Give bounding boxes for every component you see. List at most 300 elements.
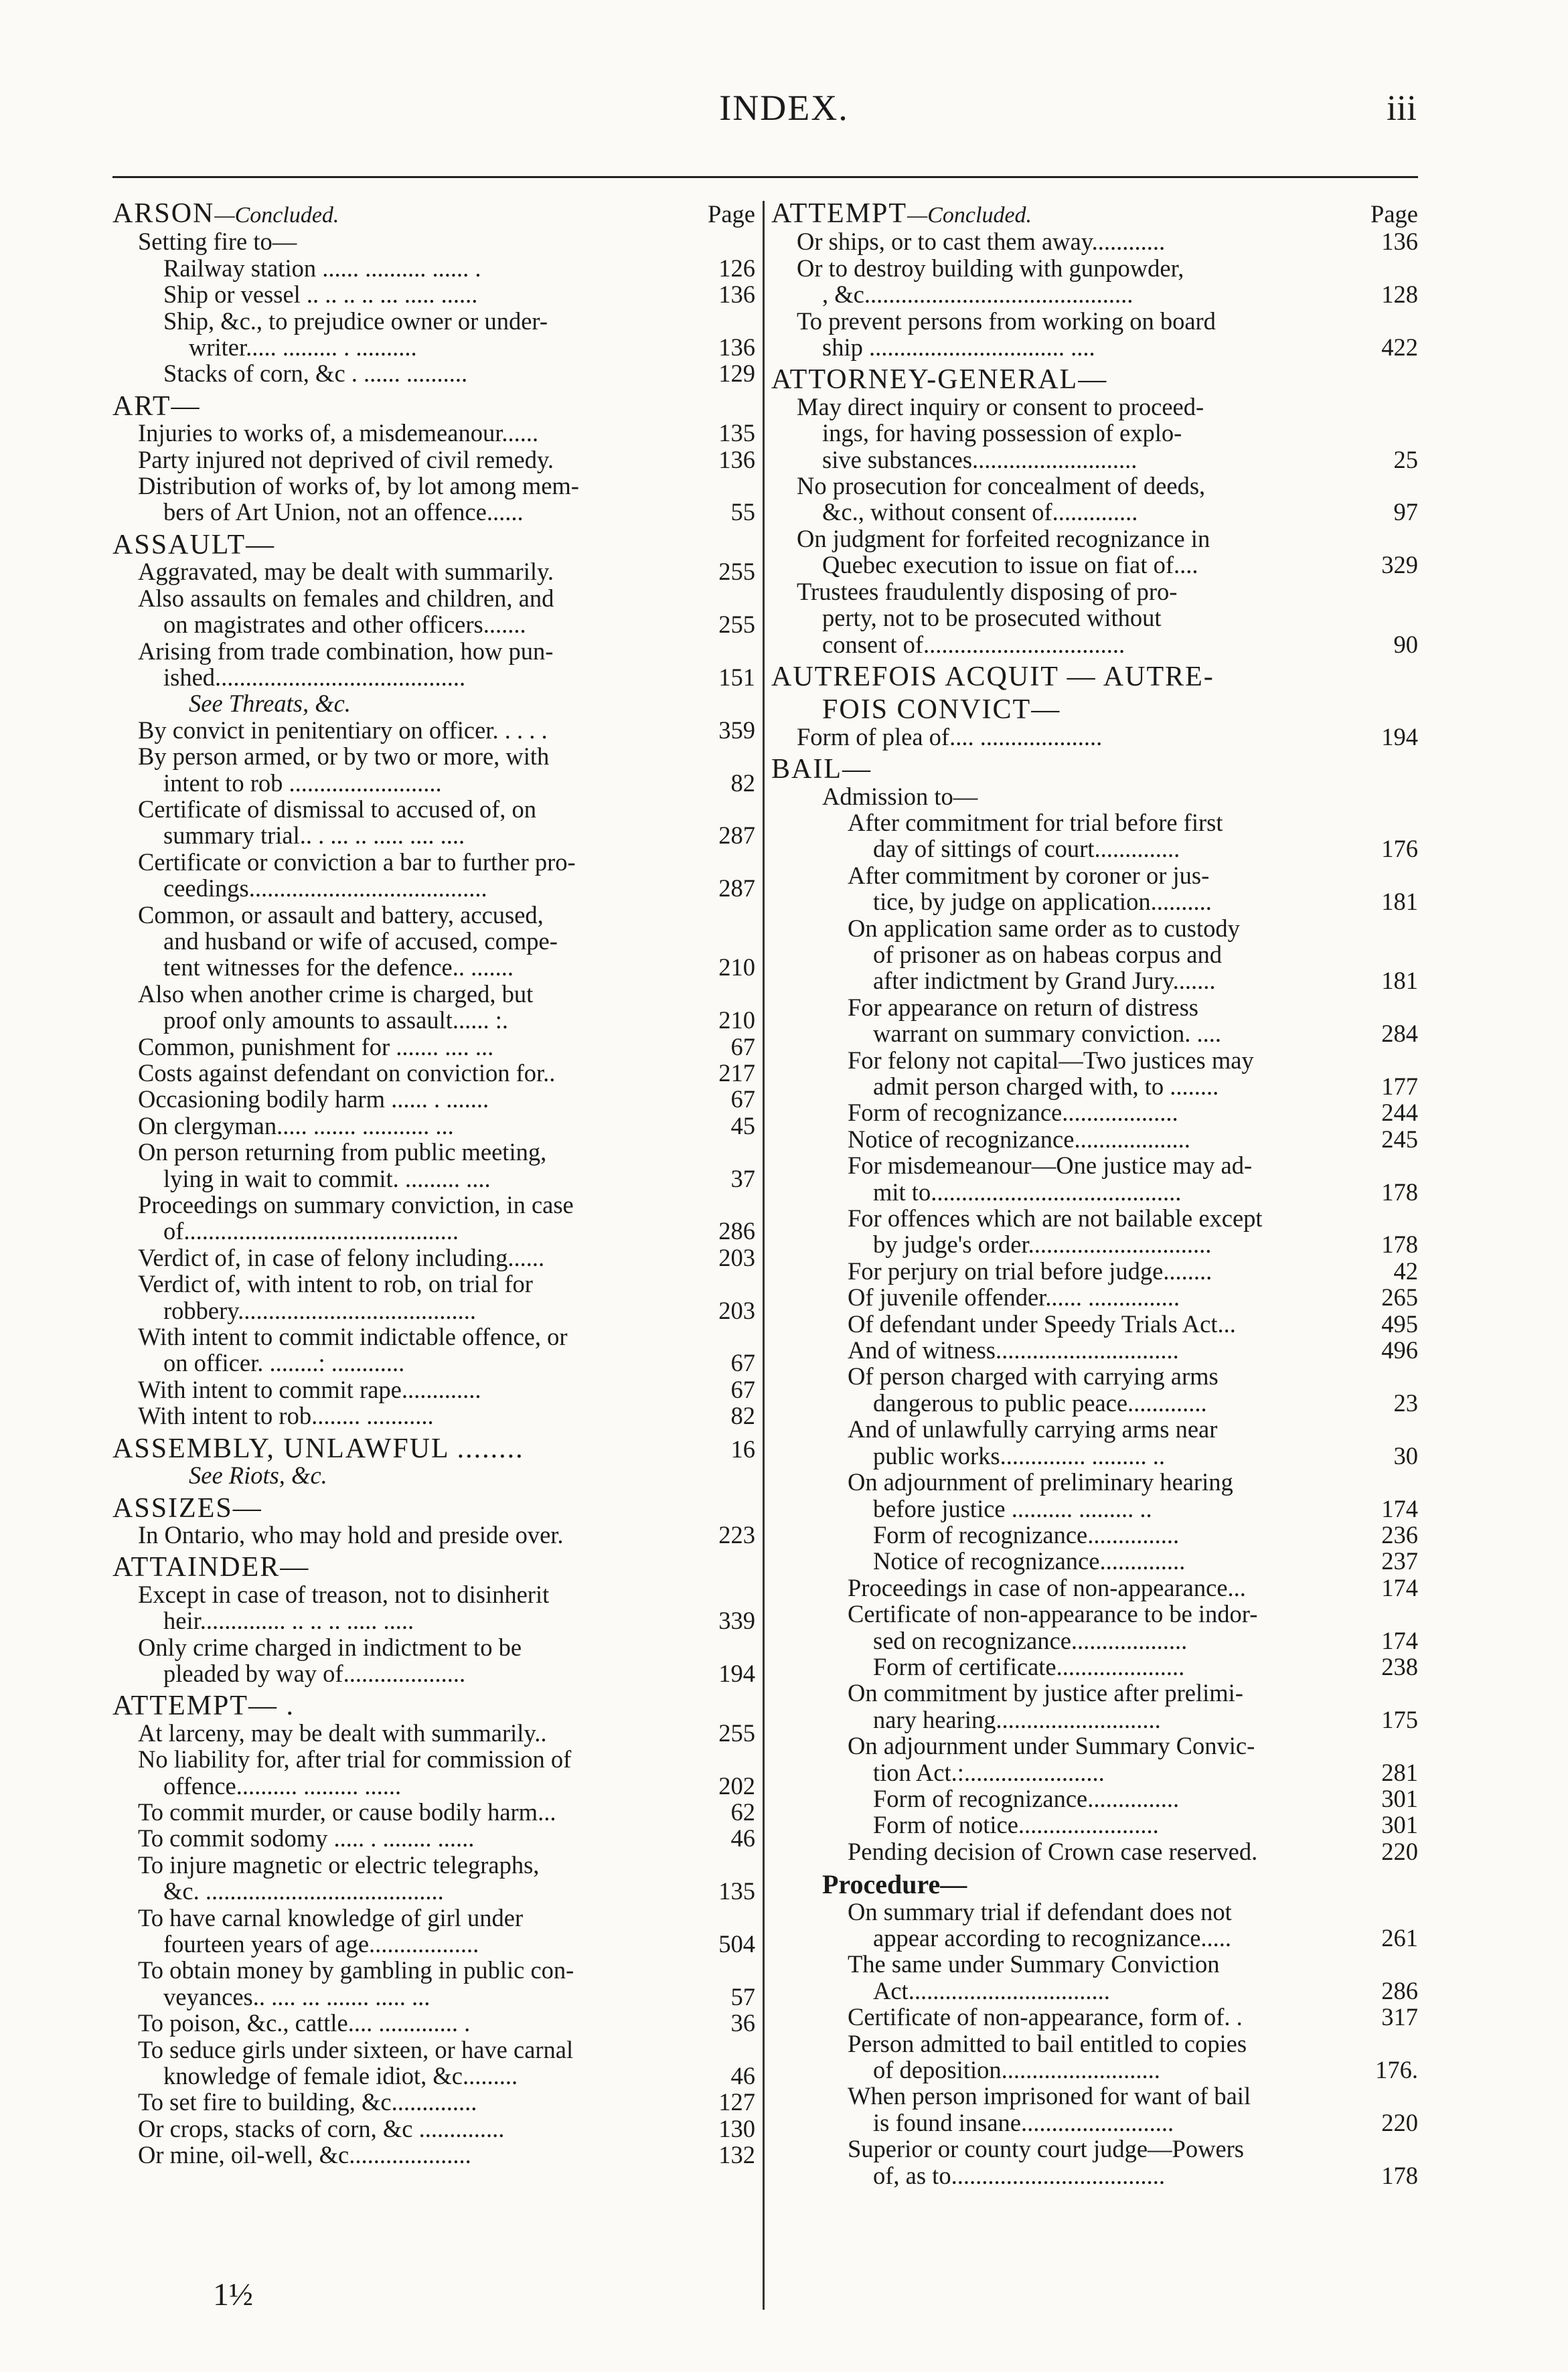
index-heading — [771, 364, 1418, 396]
page-ref: 203 — [718, 1243, 755, 1271]
page-ref: 46 — [730, 2062, 755, 2090]
page-ref: 57 — [730, 1982, 755, 2010]
index-entry — [771, 1496, 1418, 1522]
index-heading — [112, 1690, 755, 1722]
entry-text: of............................................. — [163, 1217, 459, 1245]
index-entry — [771, 526, 1418, 552]
index-entry — [112, 1931, 755, 1957]
page-ref: 301 — [1381, 1784, 1418, 1812]
page-ref: 46 — [730, 1824, 755, 1852]
index-entry — [112, 1060, 755, 1086]
index-entry — [112, 1607, 755, 1634]
index-entry — [112, 611, 755, 637]
page-ref: 67 — [730, 1375, 755, 1403]
index-entry — [112, 1166, 755, 1192]
index-entry — [771, 1231, 1418, 1257]
entry-text: On person returning from public meeting, — [138, 1138, 547, 1166]
entry-text: &c., without consent of.............. — [822, 498, 1138, 526]
entry-text: Of person charged with carrying arms — [848, 1362, 1219, 1391]
entry-text: The same under Summary Conviction — [848, 1950, 1220, 1978]
index-entry — [771, 862, 1418, 888]
entry-text: fourteen years of age.................. — [163, 1930, 479, 1958]
index-entry — [771, 1047, 1418, 1073]
entry-text: To injure magnetic or electric telegraphs, — [138, 1850, 540, 1879]
entry-text: With intent to commit rape............. — [138, 1375, 481, 1403]
page-ref: 55 — [730, 498, 755, 526]
entry-text: Pending decision of Crown case reserved. — [848, 1837, 1258, 1865]
index-heading — [112, 390, 755, 422]
entry-text: is found insane......................... — [873, 2108, 1174, 2136]
entry-text: sed on recognizance................... — [873, 1626, 1188, 1654]
index-entry — [112, 1007, 755, 1033]
index-entry — [771, 1152, 1418, 1178]
entry-text: Costs against defendant on conviction for.. — [138, 1059, 556, 1087]
page-ref: 175 — [1381, 1705, 1418, 1733]
index-entry — [771, 1443, 1418, 1469]
index-entry — [771, 1812, 1418, 1838]
page-ref: 496 — [1381, 1336, 1418, 1364]
index-entry — [771, 499, 1418, 525]
index-entry — [112, 1957, 755, 1983]
page-ref: 286 — [1381, 1976, 1418, 2004]
entry-text: To obtain money by gambling in public con- — [138, 1956, 574, 1984]
page-ref: 128 — [1381, 281, 1418, 309]
index-entry — [112, 849, 755, 875]
index-entry — [112, 1376, 755, 1403]
entry-text: ished......................................... — [163, 663, 466, 691]
index-entry — [771, 605, 1418, 631]
index-entry — [771, 447, 1418, 473]
entry-text: Setting fire to— — [138, 228, 297, 256]
entry-text: On summary trial if defendant does not — [848, 1897, 1232, 1925]
page-ref: 130 — [718, 2114, 755, 2142]
index-entry — [112, 1984, 755, 2010]
index-entry — [771, 783, 1418, 809]
index-entry — [771, 2162, 1418, 2189]
entry-text: of prisoner as on habeas corpus and — [873, 940, 1222, 968]
page-ref: 16 — [730, 1435, 755, 1463]
page-ref: 127 — [718, 2088, 755, 2116]
index-entry — [112, 1271, 755, 1297]
page-ref: 265 — [1381, 1283, 1418, 1312]
index-heading — [771, 754, 1418, 785]
index-entry — [771, 888, 1418, 915]
entry-text: Trustees fraudulently disposing of pro- — [797, 577, 1178, 605]
index-entry — [771, 420, 1418, 446]
index-entry — [112, 1139, 755, 1165]
entry-text: On adjournment under Summary Convic- — [848, 1732, 1255, 1760]
page-ref: 286 — [718, 1217, 755, 1245]
entry-text: Stacks of corn, &c . ...... .......... — [163, 360, 468, 388]
entry-text: Certificate of dismissal to accused of, on — [138, 795, 536, 823]
concluded-note: —Concluded. — [907, 203, 1032, 228]
entry-text: on magistrates and other officers....... — [163, 611, 526, 639]
entry-text: After commitment for trial before first — [848, 808, 1223, 836]
entry-text: Or crops, stacks of corn, &c .............. — [138, 2114, 505, 2142]
index-entry — [771, 994, 1418, 1020]
index-entry — [112, 420, 755, 446]
entry-text: Certificate of non-appearance, form of. . — [848, 2003, 1243, 2031]
index-entry — [112, 690, 755, 716]
page-ref: 244 — [1381, 1099, 1418, 1127]
page-ref: 178 — [1381, 1231, 1418, 1259]
entry-text: Notice of recognizance................... — [848, 1125, 1190, 1153]
entry-text: AUTREFOIS ACQUIT — AUTRE- — [771, 661, 1214, 692]
entry-text: By convict in penitentiary on officer. . . . . — [138, 716, 548, 744]
index-entry — [771, 578, 1418, 605]
index-entry — [771, 1311, 1418, 1337]
entry-text: Also when another crime is charged, but — [138, 979, 534, 1008]
heading-gap — [112, 387, 755, 394]
index-entry — [771, 1601, 1418, 1627]
page-ref: 287 — [718, 821, 755, 850]
index-entry — [771, 1978, 1418, 2004]
entry-text: To commit murder, or cause bodily harm... — [138, 1798, 556, 1826]
entry-text: For felony not capital—Two justices may — [848, 1046, 1254, 1074]
index-entry — [771, 1786, 1418, 1812]
index-entry — [112, 1852, 755, 1878]
index-entry — [112, 822, 755, 848]
entry-text: And of witness.............................. — [848, 1336, 1179, 1364]
index-entry — [112, 281, 755, 307]
index-entry — [112, 664, 755, 690]
entry-text: Certificate of non-appearance to be indor- — [848, 1600, 1258, 1628]
entry-text: ship ................................ .... — [822, 333, 1095, 362]
index-heading — [112, 1552, 755, 1583]
page-ref: 178 — [1381, 2161, 1418, 2189]
entry-text: Arising from trade combination, how pun- — [138, 637, 554, 665]
page-ref: 236 — [1381, 1520, 1418, 1549]
index-entry — [771, 1575, 1418, 1601]
entry-text: To poison, &c., cattle.... ............. . — [138, 2009, 471, 2037]
index-entry — [112, 1086, 755, 1112]
entry-text: ceedings....................................... — [163, 874, 487, 902]
entry-text: By person armed, or by two or more, with — [138, 742, 550, 771]
entry-text: For offences which are not bailable except — [848, 1204, 1263, 1233]
page-ref: 177 — [1381, 1073, 1418, 1100]
index-entry — [771, 1020, 1418, 1046]
left-column — [112, 198, 755, 2169]
index-entry — [771, 1899, 1418, 1925]
entry-text: dangerous to public peace............. — [873, 1389, 1207, 1417]
page-ref: 238 — [1381, 1652, 1418, 1680]
page-ref: 194 — [718, 1659, 755, 1687]
index-entry — [771, 915, 1418, 941]
index-heading — [112, 198, 755, 229]
page-ref: 67 — [730, 1085, 755, 1113]
entry-text: Superior or county court judge—Powers — [848, 2135, 1245, 2163]
index-entry — [112, 2063, 755, 2089]
entry-text: May direct inquiry or consent to proceed- — [797, 392, 1204, 420]
page-ref: 151 — [718, 663, 755, 691]
entry-text: See Riots, &c. — [189, 1461, 327, 1490]
column-divider — [763, 201, 765, 2310]
index-entry — [112, 255, 755, 281]
entry-text: ATTEMPT— . — [112, 1690, 295, 1722]
entry-text: Distribution of works of, by lot among mem- — [138, 472, 579, 500]
page-ref: 62 — [730, 1798, 755, 1826]
entry-text: before justice .......... ......... .. — [873, 1494, 1152, 1522]
index-entry — [112, 2142, 755, 2168]
index-heading — [771, 198, 1418, 229]
index-entry — [112, 796, 755, 822]
index-entry — [112, 1462, 755, 1488]
index-entry — [771, 1707, 1418, 1733]
entry-text: Or ships, or to cast them away............ — [797, 228, 1166, 256]
entry-text: offence.......... ......... ...... — [163, 1771, 402, 1800]
entry-text: Party injured not deprived of civil remedy. — [138, 445, 554, 473]
entry-text: perty, not to be prosecuted without — [822, 604, 1162, 632]
index-entry — [112, 1878, 755, 1904]
page-ref: 67 — [730, 1349, 755, 1377]
page-ref: Page — [1370, 200, 1418, 228]
entry-text: warrant on summary conviction. .... — [873, 1020, 1222, 1048]
entry-text: and husband or wife of accused, compe- — [163, 927, 558, 955]
page-ref: 359 — [718, 716, 755, 744]
entry-text: sive substances........................... — [822, 445, 1138, 473]
page-ref: 255 — [718, 611, 755, 639]
index-entry — [112, 1297, 755, 1324]
index-entry — [771, 941, 1418, 967]
index-entry — [112, 585, 755, 611]
entry-text: knowledge of female idiot, &c......... — [163, 2062, 518, 2090]
page-ref: 422 — [1381, 333, 1418, 362]
entry-text: To prevent persons from working on board — [797, 307, 1216, 335]
page-ref: 255 — [718, 558, 755, 586]
index-entry — [771, 1099, 1418, 1125]
index-entry — [771, 1951, 1418, 1977]
entry-text: Notice of recognizance.............. — [873, 1547, 1186, 1575]
page-ref: 176. — [1375, 2056, 1418, 2084]
header-rule — [112, 176, 1418, 178]
index-entry — [771, 967, 1418, 994]
index-entry — [771, 2136, 1418, 2162]
page-ref: 210 — [718, 1006, 755, 1034]
index-entry — [771, 1469, 1418, 1495]
index-entry — [771, 1416, 1418, 1442]
page-ref: 174 — [1381, 1626, 1418, 1654]
entry-text: Proceedings in case of non-appearance... — [848, 1573, 1246, 1601]
index-entry — [771, 1680, 1418, 1706]
index-entry — [771, 1390, 1418, 1416]
entry-text: ATTEMPT — [771, 198, 907, 229]
entry-text: See Threats, &c. — [189, 690, 351, 718]
page-ref: 174 — [1381, 1573, 1418, 1601]
index-entry — [112, 1113, 755, 1139]
entry-text: To have carnal knowledge of girl under — [138, 1903, 524, 1931]
index-entry — [112, 954, 755, 980]
entry-text: robbery....................................... — [163, 1296, 477, 1324]
index-entry — [771, 1284, 1418, 1310]
page-title: INDEX. — [719, 88, 849, 128]
entry-text: On judgment for forfeited recognizance in — [797, 524, 1210, 552]
entry-text: appear according to recognizance..... — [873, 1924, 1232, 1952]
entry-text: by judge's order.............................. — [873, 1231, 1212, 1259]
page-ref: 45 — [730, 1111, 755, 1139]
entry-text: Form of plea of.... .................... — [797, 722, 1103, 750]
index-entry — [112, 308, 755, 334]
entry-text: ASSEMBLY, UNLAWFUL ........ — [112, 1433, 524, 1464]
entry-text: ATTORNEY-GENERAL— — [771, 364, 1108, 396]
index-entry — [112, 1634, 755, 1660]
page-ref: 135 — [718, 1877, 755, 1905]
index-entry — [771, 1925, 1418, 1951]
index-entry — [771, 724, 1418, 750]
entry-text: ASSIZES— — [112, 1492, 262, 1524]
page-ref: 220 — [1381, 2108, 1418, 2136]
index-entry — [112, 1746, 755, 1772]
entry-text: For appearance on return of distress — [848, 993, 1198, 1021]
entry-text: ASSAULT— — [112, 529, 276, 560]
index-entry — [112, 717, 755, 743]
index-entry — [112, 638, 755, 664]
page-ref: 237 — [1381, 1547, 1418, 1575]
entry-text: For misdemeanour—One justice may ad- — [848, 1152, 1253, 1180]
entry-text: Occasioning bodily harm ...... . ....... — [138, 1085, 489, 1113]
entry-text: To seduce girls under sixteen, or have carnal — [138, 2035, 574, 2063]
index-entry — [112, 228, 755, 254]
entry-text: Verdict of, in case of felony including...... — [138, 1243, 545, 1271]
page-ref: 30 — [1393, 1441, 1418, 1470]
index-entry — [771, 1838, 1418, 1865]
entry-text: No prosecution for concealment of deeds, — [797, 472, 1206, 500]
index-entry — [112, 334, 755, 360]
index-heading — [112, 529, 755, 560]
entry-text: Or to destroy building with gunpowder, — [797, 254, 1184, 282]
index-entry — [771, 2057, 1418, 2083]
entry-text: writer..... ......... . .......... — [189, 333, 417, 362]
page-ref: 176 — [1381, 835, 1418, 863]
entry-text: To set fire to building, &c.............. — [138, 2088, 477, 2116]
page-ref: 281 — [1381, 1758, 1418, 1786]
entry-text: For perjury on trial before judge........ — [848, 1257, 1212, 1285]
entry-text: after indictment by Grand Jury....... — [873, 967, 1216, 995]
entry-text: nary hearing........................... — [873, 1705, 1161, 1733]
page-ref: 223 — [718, 1520, 755, 1549]
entry-text: mit to......................................... — [873, 1178, 1182, 1206]
index-entry — [112, 770, 755, 796]
entry-text: Ship, &c., to prejudice owner or under- — [163, 307, 548, 335]
right-column — [771, 198, 1418, 2189]
entry-text: Common, or assault and battery, accused, — [138, 900, 544, 929]
entry-text: tent witnesses for the defence.. ....... — [163, 953, 514, 981]
entry-text: Ship or vessel .. .. .. .. ... ..... ...... — [163, 281, 478, 309]
page-ref: 129 — [718, 360, 755, 388]
index-entry — [112, 902, 755, 928]
entry-text: After commitment by coroner or jus- — [848, 861, 1210, 889]
page-ref: 37 — [730, 1164, 755, 1192]
entry-text: ART— — [112, 390, 201, 422]
entry-text: ARSON — [112, 198, 215, 229]
index-entry — [771, 1363, 1418, 1389]
index-entry — [771, 281, 1418, 307]
page-ref: 181 — [1381, 967, 1418, 995]
index-entry — [112, 1324, 755, 1350]
page-ref: 504 — [718, 1930, 755, 1958]
index-entry — [771, 1337, 1418, 1363]
entry-text: And of unlawfully carrying arms near — [848, 1415, 1218, 1443]
index-heading — [112, 1433, 755, 1464]
page-ref: 317 — [1381, 2003, 1418, 2031]
entry-text: Procedure— — [822, 1869, 967, 1900]
index-entry — [771, 552, 1418, 578]
entry-text: Proceedings on summary conviction, in case — [138, 1191, 574, 1219]
index-entry — [771, 809, 1418, 836]
entry-text: On commitment by justice after prelimi- — [848, 1679, 1243, 1707]
entry-text: &c. ....................................... — [163, 1877, 444, 1905]
index-entry — [112, 1660, 755, 1686]
entry-text: admit person charged with, to ........ — [873, 1073, 1219, 1100]
entry-text: With intent to commit indictable offence, or — [138, 1323, 568, 1351]
index-entry — [112, 1034, 755, 1060]
index-entry — [112, 1825, 755, 1851]
index-entry — [771, 1654, 1418, 1680]
entry-text: Of juvenile offender...... ............... — [848, 1283, 1180, 1312]
entry-text: Quebec execution to issue on fiat of.... — [822, 551, 1198, 579]
entry-text: Form of recognizance................... — [848, 1099, 1178, 1127]
entry-text: ATTAINDER— — [112, 1552, 310, 1583]
page-ref: 135 — [718, 419, 755, 447]
index-entry — [112, 1522, 755, 1548]
index-entry — [771, 2004, 1418, 2030]
entry-text: Form of recognizance............... — [873, 1520, 1180, 1549]
entry-text: With intent to rob........ ........... — [138, 1402, 434, 1430]
entry-text: On clergyman..... ....... ........... ... — [138, 1111, 454, 1139]
page-ref: 90 — [1393, 630, 1418, 658]
index-entry — [112, 1350, 755, 1376]
index-entry — [771, 255, 1418, 281]
entry-text: Railway station ...... .......... ...... . — [163, 254, 481, 282]
entry-text: Aggravated, may be dealt with summarily. — [138, 558, 554, 586]
entry-text: intent to rob ......................... — [163, 769, 442, 797]
entry-text: Or mine, oil-well, &c.................... — [138, 2141, 471, 2169]
index-entry — [112, 1581, 755, 1607]
index-entry — [112, 981, 755, 1007]
index-heading — [771, 661, 1418, 692]
entry-text: BAIL— — [771, 754, 872, 785]
index-entry — [771, 1522, 1418, 1548]
signature-mark: 1½ — [213, 2277, 253, 2312]
index-entry — [112, 1799, 755, 1825]
entry-text: of, as to................................... — [873, 2161, 1165, 2189]
page-ref: 202 — [718, 1771, 755, 1800]
index-entry — [112, 2037, 755, 2063]
entry-text: On application same order as to custody — [848, 914, 1240, 942]
page-ref: 255 — [718, 1719, 755, 1747]
index-entry — [771, 631, 1418, 657]
page-ref: 136 — [718, 445, 755, 473]
entry-text: on officer. ........: ............ — [163, 1349, 405, 1377]
entry-text: proof only amounts to assault...... :. — [163, 1006, 509, 1034]
index-entry — [112, 2116, 755, 2142]
entry-text: heir.............. .. .. .. ..... ..... — [163, 1607, 414, 1635]
index-entry — [771, 334, 1418, 360]
page-header — [0, 87, 1568, 134]
entry-text: Form of certificate..................... — [873, 1652, 1185, 1680]
index-entry — [771, 1759, 1418, 1786]
entry-text: Verdict of, with intent to rob, on trial for — [138, 1270, 533, 1298]
page-ref: 178 — [1381, 1178, 1418, 1206]
index-entry — [112, 1245, 755, 1271]
entry-text: Certificate or conviction a bar to further pro- — [138, 848, 576, 876]
index-entry — [112, 1192, 755, 1218]
entry-text: consent of................................. — [822, 630, 1125, 658]
index-entry — [771, 1628, 1418, 1654]
page-ref: 25 — [1393, 445, 1418, 473]
entry-text: of deposition.......................... — [873, 2056, 1160, 2084]
entry-text: On adjournment of preliminary hearing — [848, 1468, 1233, 1496]
entry-text: pleaded by way of.................... — [163, 1659, 466, 1687]
